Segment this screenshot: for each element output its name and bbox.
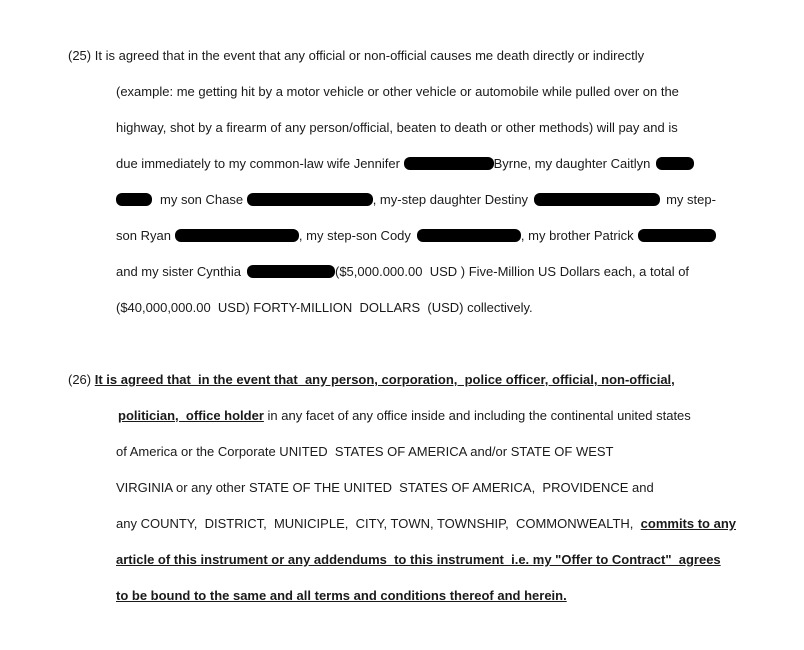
text-segment: , my-step daughter Destiny xyxy=(372,192,529,207)
text-segment: and my sister Cynthia xyxy=(116,264,241,279)
clause-26-line-5 xyxy=(116,516,736,532)
redaction-bar xyxy=(417,229,521,242)
clause-26-line-2 xyxy=(118,408,691,424)
clause-25-line-7 xyxy=(116,264,689,280)
redaction-bar xyxy=(247,265,335,278)
clause-25-line-1 xyxy=(68,48,644,64)
text-segment: Byrne, my daughter Caitlyn xyxy=(493,156,651,171)
redaction-bar xyxy=(404,157,494,170)
text-segment: , my brother Patrick xyxy=(520,228,634,243)
text-segment: my son Chase xyxy=(160,192,247,207)
text-segment: politician, office holder xyxy=(118,408,264,423)
clause-25-text: It is agreed that in the event that any official or non-official causes me death directly or indirectly xyxy=(94,48,645,63)
text-segment: ($5,000.000.00 USD ) Five-Million US Dollars each, a total of xyxy=(335,264,690,279)
redaction-bar xyxy=(656,157,694,170)
clause-25-line-5 xyxy=(116,192,716,208)
redaction-bar xyxy=(116,193,152,206)
clause-25-line-6 xyxy=(116,228,716,244)
clause-25-line-8: ($40,000,000.00 USD) FORTY-MILLION DOLLARS (USD) collectively. xyxy=(116,300,533,315)
clause-26-line-7: to be bound to the same and all terms and conditions thereof and herein. xyxy=(116,588,567,603)
clause-25-line-3: highway, shot by a firearm of any person/official, beaten to death or other methods) will pay and is xyxy=(116,120,678,135)
text-segment: , my step-son Cody xyxy=(298,228,411,243)
text-segment: commits to any xyxy=(640,516,737,531)
clause-25-line-2: (example: me getting hit by a motor vehicle or other vehicle or automobile while pulled over on the xyxy=(116,84,679,99)
clause-26-line-1 xyxy=(68,372,675,388)
text-segment: due immediately to my common-law wife Jennifer xyxy=(116,156,404,171)
redaction-bar xyxy=(638,229,716,242)
clause-26-line-4: VIRGINIA or any other STATE OF THE UNITED STATES OF AMERICA, PROVIDENCE and xyxy=(116,480,654,495)
text-segment: son Ryan xyxy=(116,228,171,243)
redaction-bar xyxy=(247,193,373,206)
text-segment: my step- xyxy=(666,192,716,207)
clause-26-number: (26) xyxy=(68,372,92,387)
clause-25-number: (25) xyxy=(68,48,92,63)
redaction-bar xyxy=(175,229,299,242)
clause-26-heading: It is agreed that in the event that any person, corporation, police officer, official, non-official, xyxy=(94,372,675,387)
text-segment: any COUNTY, DISTRICT, MUNICIPLE, CITY, TOWN, TOWNSHIP, COMMONWEALTH, xyxy=(116,516,641,531)
clause-26-line-3: of America or the Corporate UNITED STATES OF AMERICA and/or STATE OF WEST xyxy=(116,444,614,459)
clause-26-line-6: article of this instrument or any addendums to this instrument i.e. my "Offer to Contract" agrees xyxy=(116,552,721,567)
text-segment: in any facet of any office inside and including the continental united states xyxy=(263,408,691,423)
redaction-bar xyxy=(534,193,660,206)
clause-25-line-4 xyxy=(116,156,694,172)
